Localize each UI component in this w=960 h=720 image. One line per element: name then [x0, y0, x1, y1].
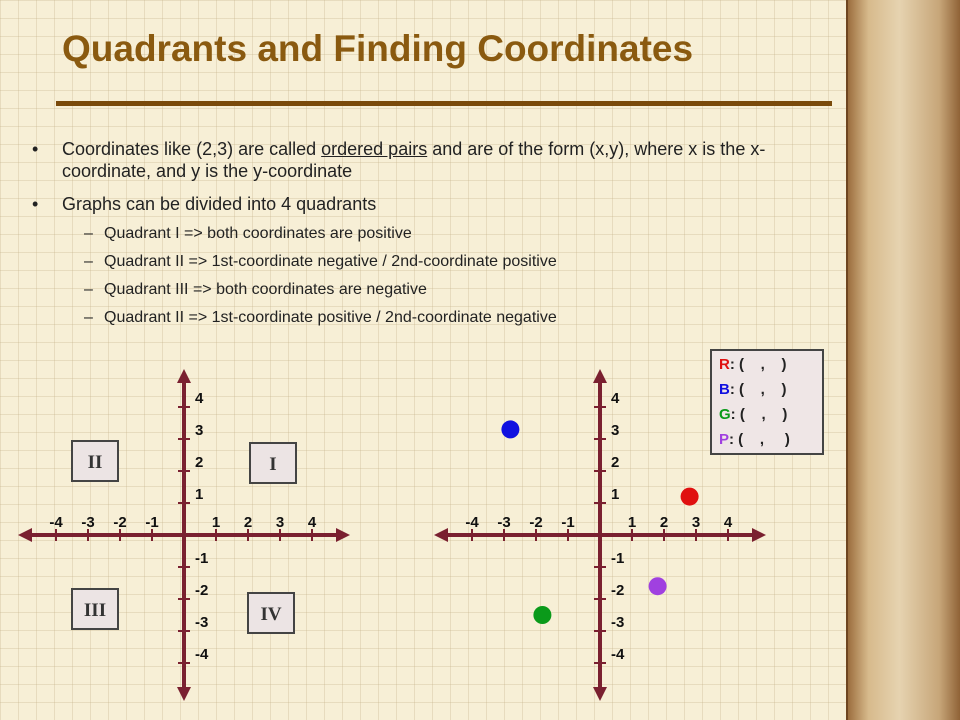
left-graph-x-tick-label: -4	[49, 514, 63, 531]
left-graph-x-arrow-left	[18, 528, 32, 542]
right-graph-x-tick-label: -3	[497, 514, 511, 531]
left-graph-x-tick-label: 4	[307, 514, 317, 531]
bullet-marker: •	[32, 139, 39, 159]
key-row-p	[719, 429, 822, 454]
left-graph-x-tick-label: 3	[275, 514, 285, 531]
right-graph-x-tick-label: -1	[561, 514, 575, 531]
right-graph-y-tick-label: -4	[611, 646, 625, 663]
dash-marker: –	[84, 225, 93, 242]
left-graph-y-arrow-up	[177, 369, 191, 383]
key-blank: : ( , )	[729, 431, 790, 448]
right-graph-y-arrow-up	[593, 369, 607, 383]
left-graph-y-tick-label: -2	[195, 582, 209, 599]
sub-bullet-text: Quadrant III => both coordinates are negative	[104, 281, 427, 298]
key-letter: B	[719, 381, 730, 398]
right-graph-y-tick-label: 3	[611, 422, 620, 439]
key-row-b	[719, 379, 822, 404]
point-g	[533, 606, 551, 624]
dash-marker: –	[84, 309, 93, 326]
bullet-text: Graphs can be divided into 4 quadrants	[62, 194, 377, 214]
left-graph-y-tick-label: -3	[195, 614, 209, 631]
right-graph-x-arrow-right	[752, 528, 766, 542]
bullet-marker: •	[32, 194, 39, 214]
key-blank: : ( , )	[729, 356, 787, 373]
key-letter: G	[719, 406, 731, 423]
left-graph-y-tick-label: -1	[195, 550, 209, 567]
quadrant-iii-label: III	[83, 600, 107, 621]
right-graph-x-tick-label: -4	[465, 514, 479, 531]
left-graph-x-tick-label: -2	[113, 514, 127, 531]
sub-bullet-text: Quadrant II => 1st-coordinate positive / 2nd-coordinate negative	[104, 309, 557, 326]
right-graph-y-tick-label: -1	[611, 550, 625, 567]
right-graph-x-tick-label: -2	[529, 514, 543, 531]
right-graph-y-tick-label: 4	[611, 390, 620, 407]
key-letter: P	[719, 431, 730, 448]
right-graph-y-arrow-down	[593, 687, 607, 701]
bullet-text-post: and are of the form (x,y), where x is the x-coordinate, and y is the y-coordinate	[62, 139, 766, 181]
right-graph-y-tick-label: 2	[611, 454, 620, 471]
right-graph-x-tick-label: 2	[659, 514, 669, 531]
bullet-text-pre: Coordinates like (2,3) are called	[62, 139, 322, 159]
right-graph-y-tick-label: -2	[611, 582, 625, 599]
left-graph-y-arrow-down	[177, 687, 191, 701]
quadrant-ii-label: II	[87, 452, 103, 473]
dash-marker: –	[84, 281, 93, 298]
right-graph-y-tick-label: 1	[611, 486, 620, 503]
left-graph-x-tick-label: 2	[243, 514, 253, 531]
left-graph-x-tick-label: -3	[81, 514, 95, 531]
sub-bullet-text: Quadrant I => both coordinates are positive	[104, 225, 412, 242]
right-graph-x-arrow-left	[434, 528, 448, 542]
point-b	[501, 420, 519, 438]
dash-marker: –	[84, 253, 93, 270]
right-graph-y-tick-label: -3	[611, 614, 625, 631]
sub-bullet-text: Quadrant II => 1st-coordinate negative / 2nd-coordinate positive	[104, 253, 557, 270]
slide-title: Quadrants and Finding Coordinates	[62, 28, 694, 69]
key-letter: R	[719, 356, 730, 373]
left-graph-y-tick-label: 4	[195, 390, 204, 407]
key-row-r	[719, 354, 822, 379]
right-graph-x-tick-label: 3	[691, 514, 701, 531]
right-graph-x-tick-label: 4	[723, 514, 733, 531]
left-graph-y-tick-label: 2	[195, 454, 204, 471]
key-blank: : ( , )	[729, 381, 787, 398]
left-graph-x-tick-label: -1	[145, 514, 159, 531]
left-graph-x-arrow-right	[336, 528, 350, 542]
left-graph-y-tick-label: 3	[195, 422, 204, 439]
point-key-box	[710, 349, 824, 455]
key-blank: : ( , )	[730, 406, 788, 423]
quadrant-iv-label: IV	[260, 604, 282, 625]
quadrant-i-label: I	[269, 454, 277, 475]
point-r	[681, 488, 699, 506]
left-graph-x-tick-label: 1	[211, 514, 221, 531]
key-row-g	[719, 404, 822, 429]
point-p	[649, 577, 667, 595]
right-graph-x-tick-label: 1	[627, 514, 637, 531]
left-graph-y-tick-label: -4	[195, 646, 209, 663]
ordered-pairs-term: ordered pairs	[321, 139, 428, 159]
left-graph-y-tick-label: 1	[195, 486, 204, 503]
